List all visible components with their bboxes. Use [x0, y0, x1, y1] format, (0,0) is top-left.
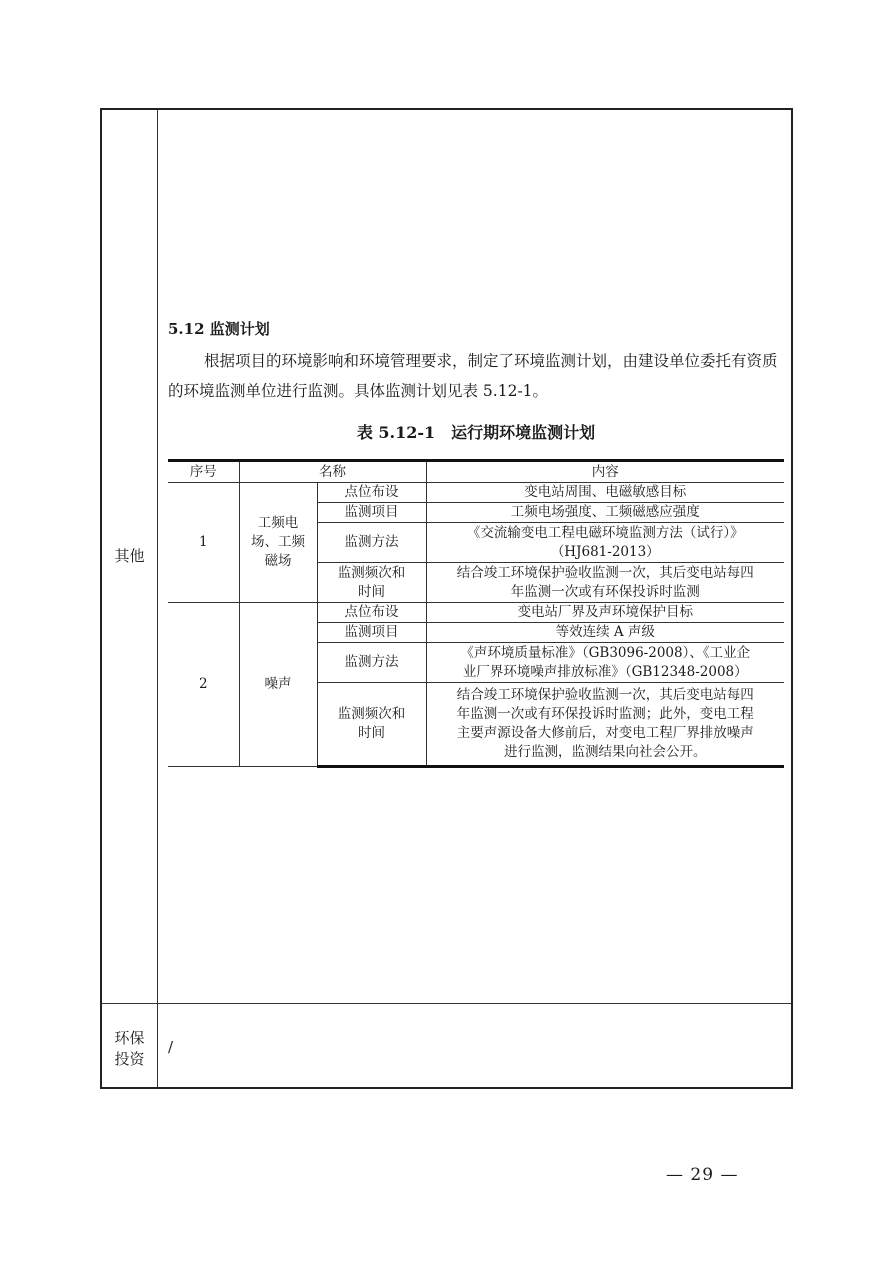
side-label-other: 其他 — [114, 547, 145, 565]
cell-item-line: 监测项目 — [344, 624, 399, 640]
cell-item — [317, 503, 426, 523]
cell-name-line: 场、工频 — [251, 534, 305, 550]
table-row — [168, 483, 784, 503]
cell-content-line: 年监测一次或有环保投诉时监测；此外，变电工程 — [456, 706, 754, 722]
cell-content — [426, 503, 784, 523]
cell-name-line: 磁场 — [264, 553, 292, 569]
header-content: 内容 — [426, 461, 784, 483]
cell-content-line: 结合竣工环境保护验收监测一次，其后变电站每四 — [456, 687, 754, 703]
cell-content-line: 变电站厂界及声环境保护目标 — [517, 604, 693, 620]
cell-content — [426, 643, 784, 683]
cell-content — [426, 683, 784, 767]
cell-item-line: 监测方法 — [344, 654, 399, 670]
cell-content — [426, 523, 784, 563]
cell-item-line: 监测频次和 — [337, 564, 406, 581]
page-number: — 29 — — [666, 1165, 739, 1185]
cell-item-line: 时间 — [358, 583, 385, 600]
cell-item-line: 点位布设 — [344, 604, 399, 620]
cell-content-line: 业厂界环境噪声排放标准》（GB12348-2008） — [462, 663, 748, 680]
table-caption: 表 5.12-1 运行期环境监测计划 — [356, 423, 596, 442]
section-paragraph: 根据项目的环境影响和环境管理要求，制定了环境监测计划，由建设单位委托有资质的环境监测单位进行监测。具体监测计划见表 5.12-1。 — [168, 352, 778, 400]
cell-content-line: 变电站周围、电磁敏感目标 — [524, 484, 687, 500]
cell-content-line: 主要声源设备大修前后，对变电工程厂界排放噪声 — [456, 725, 754, 741]
cell-content-line: 年监测一次或有环保投诉时监测 — [510, 583, 700, 600]
cell-content-line: 《交流输变电工程电磁环境监测方法（试行）》 — [466, 524, 744, 541]
cell-content — [426, 603, 784, 623]
cell-content — [426, 483, 784, 503]
cell-name — [239, 603, 317, 767]
cell-name-line: 噪声 — [264, 676, 292, 692]
cell-item — [317, 603, 426, 623]
side-label-investment-line2: 投资 — [114, 1050, 145, 1068]
cell-content-line: （HJ681-2013） — [550, 543, 660, 560]
cell-content-line: 《声环境质量标准》（GB3096-2008）、《工业企 — [460, 644, 751, 661]
table-header-row — [168, 461, 784, 483]
cell-content — [426, 563, 784, 603]
table-body — [168, 483, 784, 767]
cell-item — [317, 683, 426, 767]
header-name: 名称 — [239, 461, 426, 483]
cell-item-line: 监测方法 — [344, 534, 399, 550]
cell-item — [317, 523, 426, 563]
side-label-investment — [102, 1028, 157, 1070]
cell-item — [317, 623, 426, 643]
header-index: 序号 — [168, 461, 239, 483]
cell-content-line: 等效连续 A 声级 — [555, 624, 655, 640]
section-heading: 5.12 监测计划 — [168, 320, 270, 338]
side-label-investment-line1: 环保 — [114, 1029, 145, 1047]
cell-item — [317, 483, 426, 503]
cell-index: 1 — [168, 483, 239, 603]
row-divider — [102, 1003, 791, 1004]
cell-item — [317, 563, 426, 603]
monitoring-plan-table — [168, 459, 784, 768]
cell-index: 2 — [168, 603, 239, 767]
cell-content-line: 结合竣工环境保护验收监测一次，其后变电站每四 — [456, 564, 754, 581]
form-frame — [100, 108, 793, 1089]
cell-content — [426, 623, 784, 643]
cell-item-line: 点位布设 — [344, 484, 399, 500]
cell-item — [317, 643, 426, 683]
cell-content-line: 进行监测，监测结果向社会公开。 — [504, 744, 707, 760]
column-divider — [157, 110, 158, 1087]
cell-item-line: 监测项目 — [344, 504, 399, 520]
cell-name — [239, 483, 317, 603]
table-row — [168, 603, 784, 623]
investment-value: / — [168, 1038, 174, 1056]
cell-item-line: 监测频次和 — [337, 706, 406, 722]
cell-item-line: 时间 — [358, 725, 385, 741]
cell-content-line: 工频电场强度、工频磁感应强度 — [510, 504, 700, 520]
cell-name-line: 工频电 — [257, 515, 299, 531]
